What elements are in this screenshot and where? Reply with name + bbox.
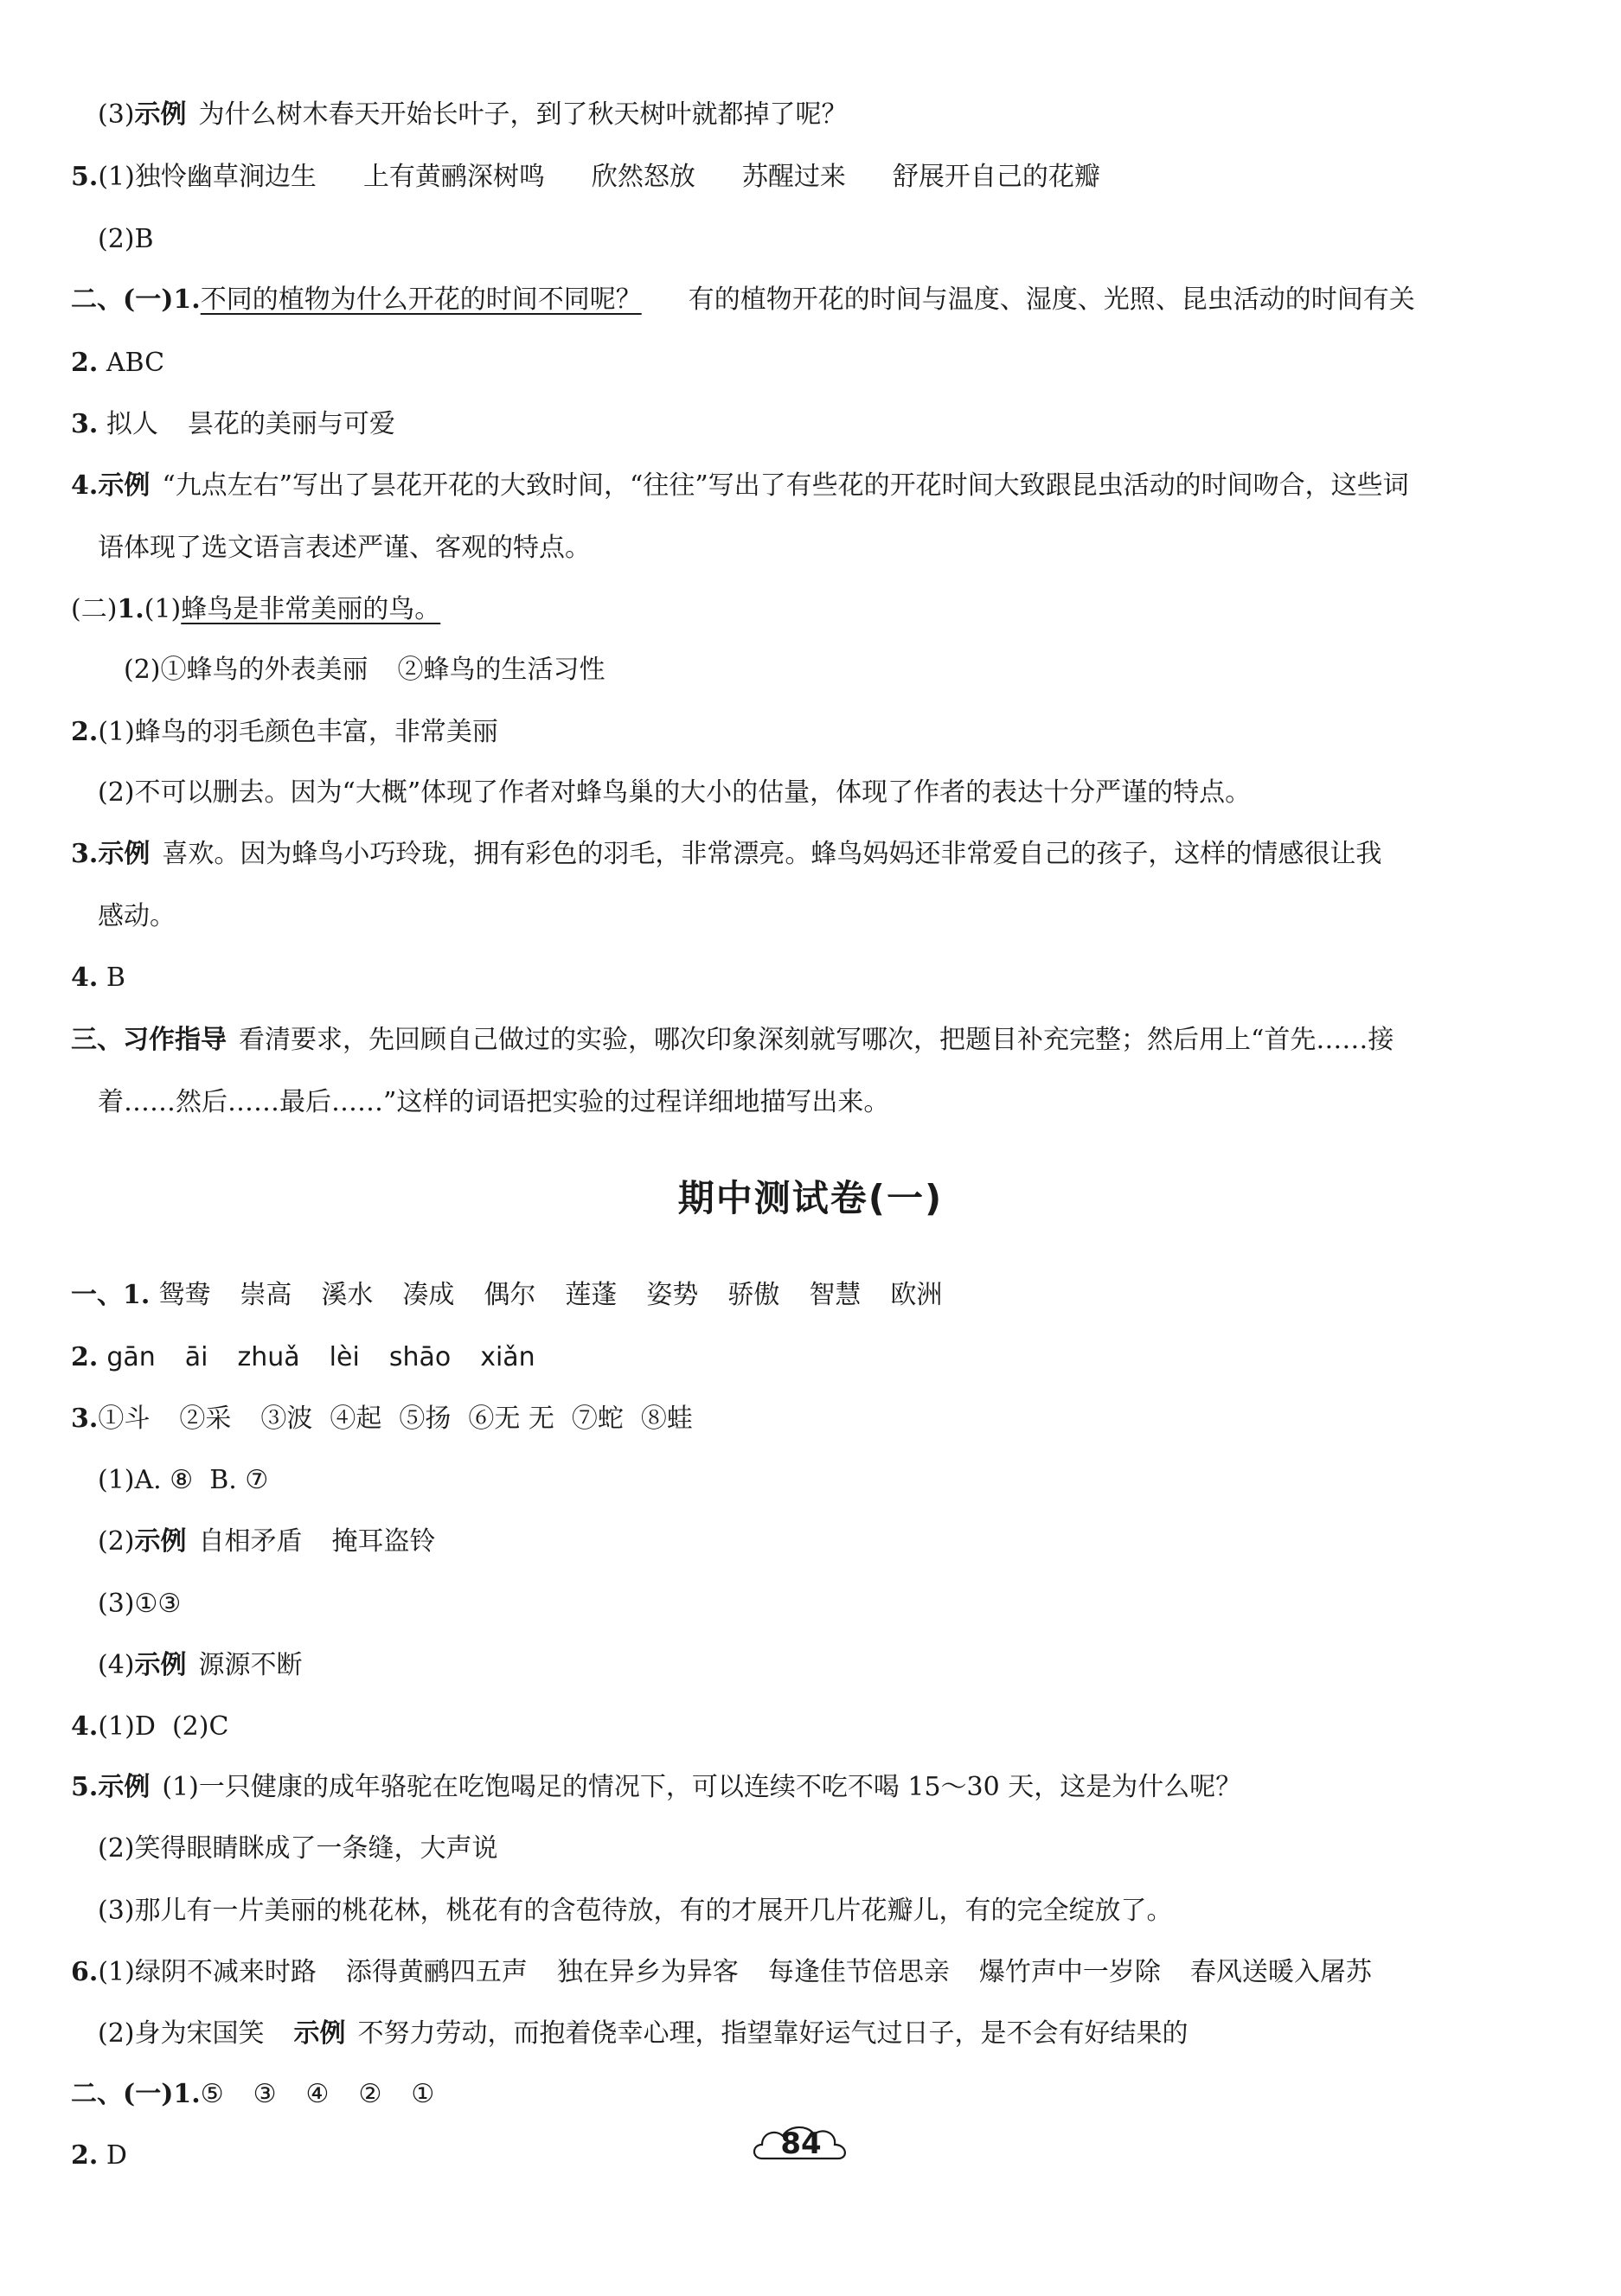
answer-line: (2)示例 自相矛盾 掩耳盗铃 [98, 1526, 436, 1557]
page-number: 84 [780, 2127, 822, 2161]
answer-line: (2)①蜂鸟的外表美丽 ②蜂鸟的生活习性 [124, 655, 605, 685]
answer-line: (2)笑得眼睛眯成了一条缝，大声说 [98, 1833, 498, 1864]
answer-line: 3. 拟人 昙花的美丽与可爱 [71, 409, 395, 439]
answer-line: 二、(一)1.⑤ ③ ④ ② ① [71, 2079, 435, 2109]
underlined-answer: 蜂鸟是非常美丽的鸟。 [181, 594, 441, 624]
answer-line: 2.(1)蜂鸟的羽毛颜色丰富，非常美丽 [71, 717, 498, 747]
answer-line: (2)不可以删去。因为“大概”体现了作者对蜂鸟巢的大小的估量，体现了作者的表达十分严谨的特点。 [98, 777, 1252, 808]
answer-line: 2. ABC [71, 348, 165, 378]
page-number-badge [750, 2120, 852, 2169]
answer-line: (2)B [98, 224, 154, 254]
answer-line: 5.示例 (1)一只健康的成年骆驼在吃饱喝足的情况下，可以连续不吃不喝 15～30 天，这是为什么呢？ [71, 1772, 1242, 1802]
answer-line: 4. B [71, 963, 125, 993]
answer-line: (4)示例 源源不断 [98, 1650, 303, 1680]
answer-line: 三、习作指导 看清要求，先回顾自己做过的实验，哪次印象深刻就写哪次，把题目补充完整；然后用上“首先……接 [71, 1025, 1394, 1055]
answer-line: (3)那儿有一片美丽的桃花林，桃花有的含苞待放，有的才展开几片花瓣儿，有的完全绽放了。 [98, 1896, 1173, 1926]
answer-line: (3)示例 为什么树木春天开始长叶子，到了秋天树叶就都掉了呢？ [98, 99, 848, 130]
answer-line: 语体现了选文语言表述严谨、客观的特点。 [98, 533, 591, 563]
answer-line: (3)①③ [98, 1589, 182, 1619]
section-title: 期中测试卷(一) [677, 1177, 944, 1219]
answer-line: 3.①斗 ②采 ③波 ④起 ⑤扬 ⑥无 无 ⑦蛇 ⑧蛙 [71, 1404, 693, 1434]
answer-line: 着……然后……最后……”这样的词语把实验的过程详细地描写出来。 [98, 1087, 890, 1117]
answer-line: 3.示例 喜欢。因为蜂鸟小巧玲珑，拥有彩色的羽毛，非常漂亮。蜂鸟妈妈还非常爱自己的孩子，这样的情感很让我 [71, 839, 1382, 869]
answer-line: 2. gān āi zhuǎ lèi shāo xiǎn [71, 1342, 535, 1372]
answer-line: 6.(1)绿阴不减来时路 添得黄鹂四五声 独在异乡为异客 每逢佳节倍思亲 爆竹声中一岁除 春风送暖入屠苏 [71, 1957, 1372, 1987]
answer-line: 5.(1)独怜幽草涧边生 上有黄鹂深树鸣 欣然怒放 苏醒过来 舒展开自己的花瓣 [71, 162, 1100, 192]
answer-line: 一、1. 鸳鸯 崇高 溪水 凑成 偶尔 莲蓬 姿势 骄傲 智慧 欧洲 [71, 1280, 943, 1310]
answer-line: 二、(一)1.不同的植物为什么开花的时间不同呢？ 有的植物开花的时间与温度、湿度、光照、昆虫活动的时间有关 [71, 285, 1415, 315]
answer-line: 感动。 [98, 901, 176, 931]
underlined-answer: 不同的植物为什么开花的时间不同呢？ [200, 285, 642, 315]
answer-line: (2)身为宋国笑 示例 不努力劳动，而抱着侥幸心理，指望靠好运气过日子，是不会有好结果的 [98, 2018, 1189, 2049]
answer-line: (1)A. ⑧ B. ⑦ [98, 1465, 269, 1495]
answer-line: 2. D [71, 2140, 127, 2171]
answer-line: (二)1.(1)蜂鸟是非常美丽的鸟。 [71, 594, 441, 624]
answer-line: 4.(1)D (2)C [71, 1711, 229, 1742]
answer-line: 4.示例 “九点左右”写出了昙花开花的大致时间，“往往”写出了有些花的开花时间大致跟昆虫活动的时间吻合，这些词 [71, 470, 1409, 501]
